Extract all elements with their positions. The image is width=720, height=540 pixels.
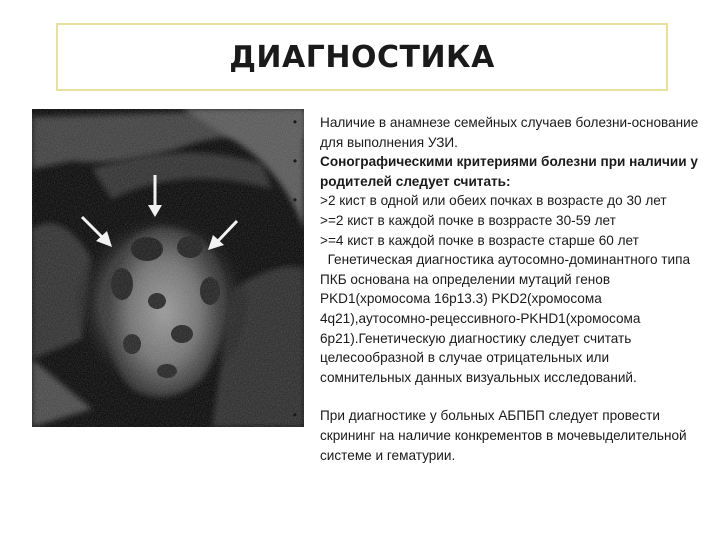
- slide-title: ДИАГНОСТИКА: [229, 39, 495, 75]
- bullet-item: [288, 250, 704, 387]
- bullet-text: >=4 кист в каждой почке в возрасте старше 60 лет: [320, 232, 639, 248]
- bullet-dot: •: [292, 252, 298, 267]
- bullet-list: [288, 113, 704, 465]
- bullet-text: Сонографическими критериями болезни при наличии у родителей следует считать:: [320, 154, 698, 189]
- bullet-item: [288, 406, 704, 465]
- bullet-dot: •: [292, 408, 298, 423]
- bullet-dot: •: [292, 154, 298, 169]
- ultrasound-image: [32, 109, 304, 427]
- bullet-item: [288, 191, 704, 211]
- bullet-text: >=2 кист в каждой почке в возррасте 30-59 лет: [320, 212, 616, 228]
- bullet-text: При диагностике у больных АБПБП следует провести скрининг на наличие конкрементов в мочевыделительной системе и гематурии.: [320, 408, 687, 463]
- bullet-item: [288, 211, 704, 231]
- bullet-item: [288, 113, 704, 152]
- ultrasound-scan: [32, 109, 304, 427]
- title-box: [56, 23, 668, 91]
- bullet-dot: •: [292, 193, 298, 208]
- bullet-text: Наличие в анамнезе семейных случаев болезни-основание для выполнения УЗИ.: [320, 115, 699, 150]
- bullet-text: Генетическая диагностика аутосомно-доминантного типа ПКБ основана на определении мутаций генов PKD1(хромосома 16p13.3) PKD2(хромосома 4q21),аутосомно-рецессивного-PKHD1(хромосома 6p21).Генетическую диагностику следует считать целесообразной в случае отрицательных или сомнительных данных визуальных исследований.: [320, 252, 694, 385]
- bullet-item: [288, 231, 704, 251]
- bullet-dot: •: [292, 115, 298, 129]
- bullet-text: >2 кист в одной или обеих почках в возрасте до 30 лет: [320, 193, 667, 209]
- bullet-dot: •: [292, 212, 298, 227]
- bullet-item: [288, 152, 704, 191]
- bullet-dot: •: [292, 232, 298, 247]
